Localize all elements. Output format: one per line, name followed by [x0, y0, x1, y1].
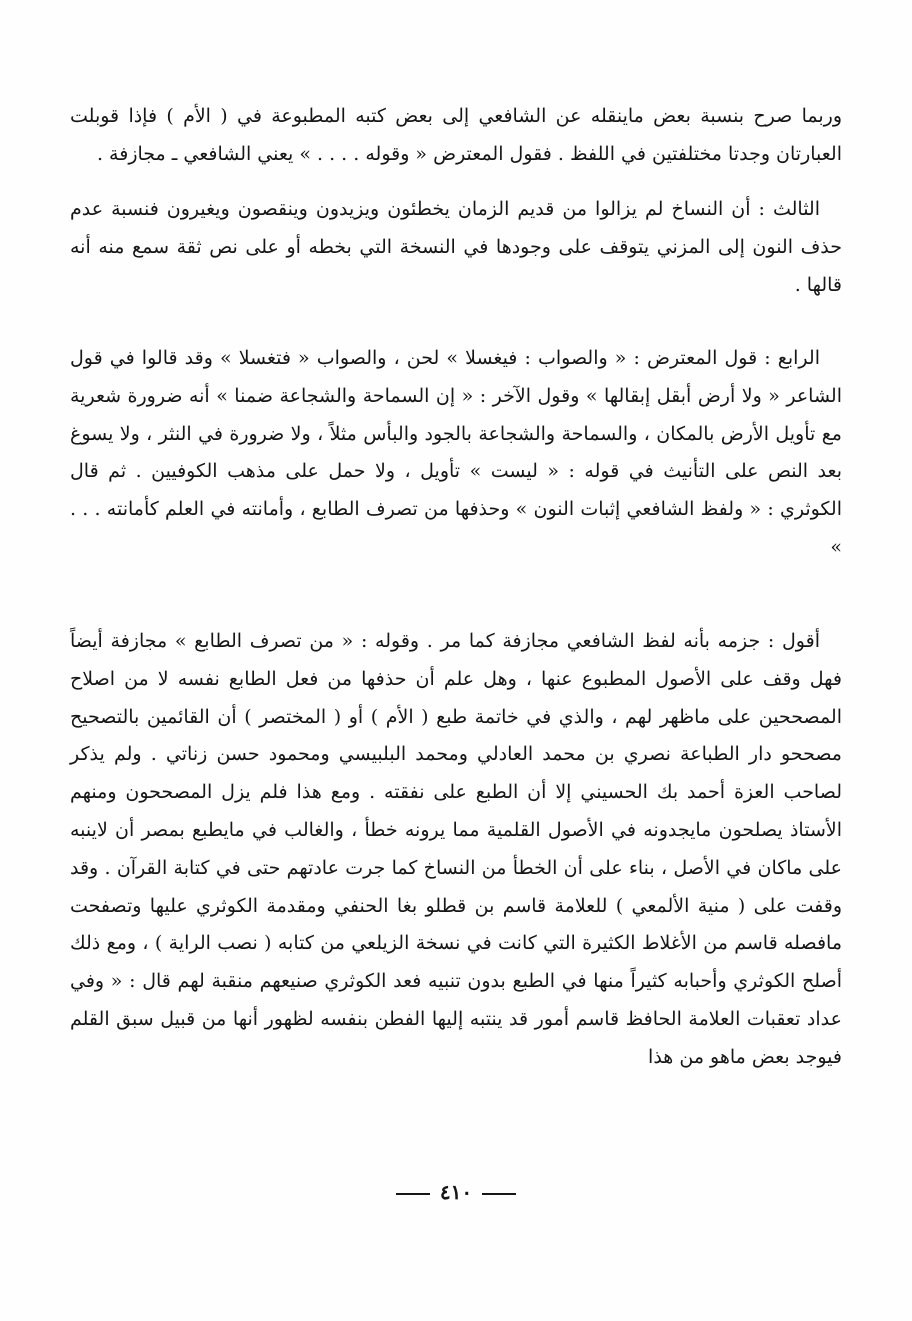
- right-dash: [396, 1193, 430, 1195]
- paragraph-fourth-point: الرابع : قول المعترض : « والصواب : فيغسلا » لحن ، والصواب « فتغسلا » وقد قالوا في قول الشاعر « ولا أرض أبقل إبقالها » وقول الآخر : « إن السماحة والشجاعة ضمنا » أنه ضرورة شعرية مع تأويل الأرض بالمكان ، والسماحة والشجاعة بالجود والبأس مثلاً ، ولا ضرورة في النثر ، ولا يسوغ بعد النص على التأنيث في قوله : « ليست » تأويل ، ولا حمل على مذهب الكوفيين . ثم قال الكوثري : « ولفظ الشافعي إثبات النون » وحذفها من تصرف الطابع ، وأمانته في العلم كأمانته . . . »: [70, 347, 842, 558]
- paragraph-response: أقول : جزمه بأنه لفظ الشافعي مجازفة كما مر . وقوله : « من تصرف الطابع » مجازفة أيضاً فهل وقف على الأصول المطبوع عنها ، وهل علم أن حذفها من فعل الطابع نفسه لا من اصلاح المصححين على ماظهر لهم ، والذي في خاتمة طبع ( الأم ) أو ( المختصر ) أن القائمين بالتصحيح مصححو دار الطباعة نصري بن محمد العادلي ومحمد البلبيسي ومحمود حسن زناتي . ولم يذكر لصاحب العزة أحمد بك الحسيني إلا أن الطبع على نفقته . ومع هذا فلم يزل المصححون ومنهم الأستاذ يصلحون مايجدونه في الأصول القلمية مما يرونه خطأ ، والغالب في مايطبع بمصر أن لاينبه على ماكان في الأصل ، بناء على أن الخطأ من النساخ كما جرت عادتهم حتى في كتابة القرآن . وقد وقفت على ( منية الألمعي ) للعلامة قاسم بن قطلو بغا الحنفي ومقدمة الكوثري عليها وتصفحت مافصله قاسم من الأغلاط الكثيرة التي كانت في نسخة الزيلعي من كتابه ( نصب الراية ) ، ومع ذلك أصلح الكوثري وأحبابه كثيراً منها في الطبع بدون تنبيه فعد الكوثري صنيعهم منقبة لهم قال : « وفي عداد تعقبات العلامة الحافظ قاسم أمور قد ينتبه إليها الفطن بنفسه لظهور أنها من قبيل سبق القلم فيوجد بعض ماهو من هذا: [70, 630, 843, 1068]
- page-number-footer: [0, 1180, 912, 1204]
- page-number: ٤١٠: [439, 1180, 473, 1204]
- left-dash: [482, 1193, 516, 1195]
- paragraph-intro: وربما صرح بنسبة بعض ماينقله عن الشافعي إلى بعض كتبه المطبوعة في ( الأم ) فإذا قوبلت العبارتان وجدتا مختلفتين في اللفظ . فقول المعترض « وقوله . . . . » يعني الشافعي ـ مجازفة .: [70, 105, 842, 165]
- paragraph-third-point: الثالث : أن النساخ لم يزالوا من قديم الزمان يخطئون ويزيدون وينقصون ويغيرون فنسبة عدم حذف النون إلى المزني يتوقف على وجودها في النسخة التي بخطه أو على نص ثقة سمع منه أنه قالها .: [70, 198, 842, 296]
